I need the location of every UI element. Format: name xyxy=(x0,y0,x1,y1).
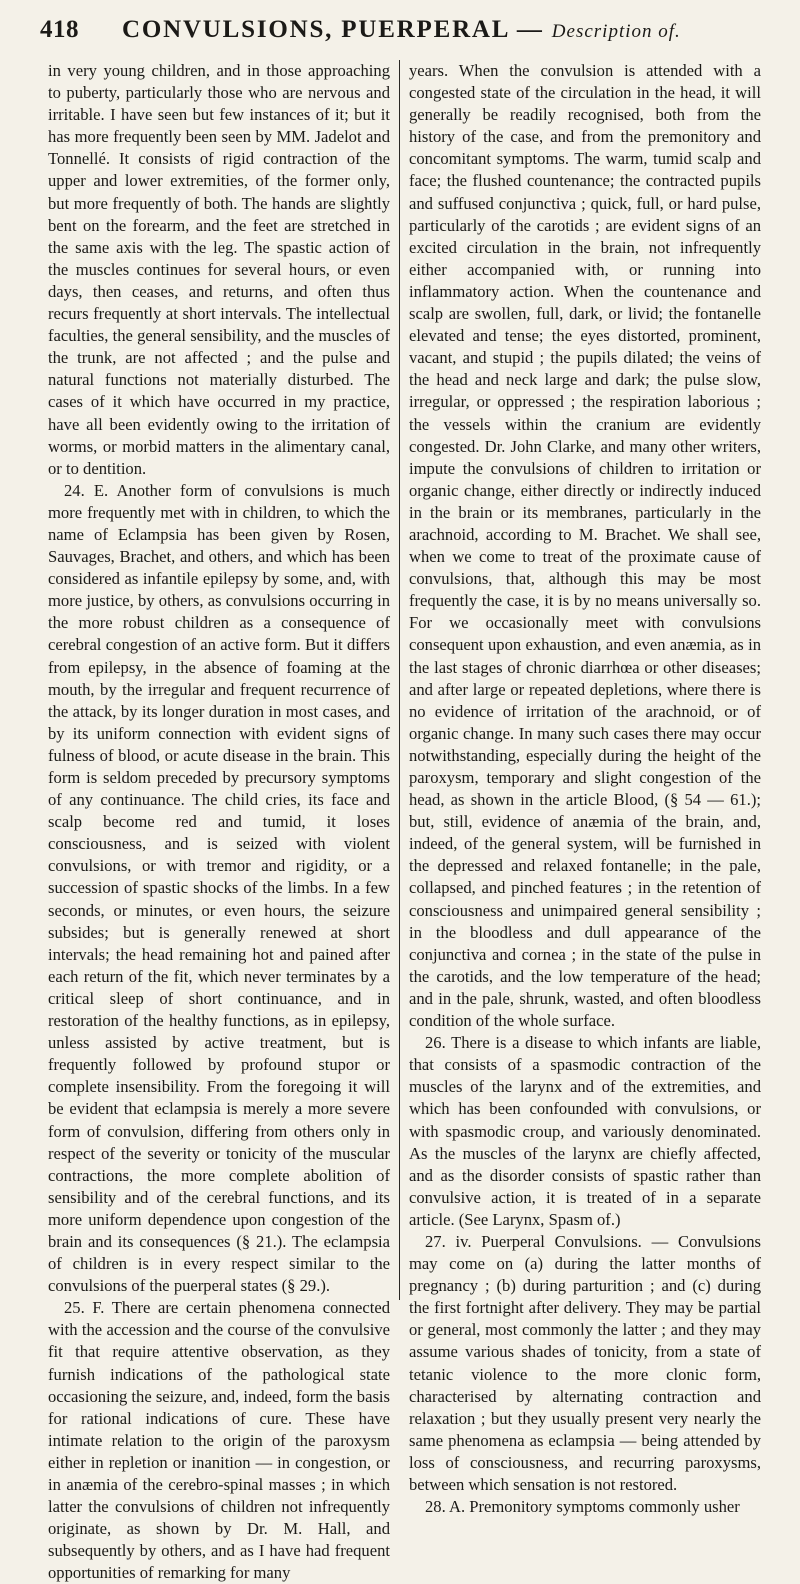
left-column xyxy=(48,60,390,1583)
page-number: 418 xyxy=(40,16,79,43)
paragraph-26: 26. There is a disease to which infants are liable, that consists of a spasmodic contraction of the muscles of the larynx and of the extremities, and which has been confounded with convulsions, or with spasmodic croup, and variously denominated. As the muscles of the larynx are chiefly affected, and as the disorder consists of spastic rather than convulsive action, it is treated of in a separate article. (See Larynx, Spasm of.) xyxy=(409,1033,761,1229)
running-head-subtitle: Description of. xyxy=(551,21,681,42)
page-header xyxy=(40,16,770,48)
paragraph-25: 25. F. There are certain phenomena connected with the accession and the course of the convulsive fit that require attentive observation, as they furnish indications of the pathological state occasioning the seizure, and, indeed, form the basis for rational indications of cure. These have intimate relation to the origin of the paroxysm either in repletion or inanition — in congestion, or in anæmia of the cerebro-spinal masses ; in which latter the convulsions of children not infrequently originate, as shown by Dr. M. Hall, and subsequently by others, and as I have had frequent opportunities of remarking for many xyxy=(48,1298,390,1583)
column-divider xyxy=(399,60,400,1300)
paragraph-25-continued: years. When the convulsion is attended with a congested state of the circulation in the head, it will generally be readily recognised, both from the history of the case, and from the premonitory and concomitant symptoms. The warm, tumid scalp and face; the flushed countenance; the contracted pupils and suffused conjunctiva ; quick, full, or hard pulse, particularly of the carotids ; are evident signs of an excited circulation in the brain, not infrequently either accompanied with, or running into inflammatory action. When the countenance and scalp are swollen, full, dark, or livid; the fontanelle elevated and tense; the eyes distorted, prominent, vacant, and stupid ; the pupils dilated; the veins of the head and neck large and dark; the pulse slow, irregular, or oppressed ; the respiration laborious ; the vessels within the cranium are evidently congested. Dr. John Clarke, and many other writers, impute the convulsions of children to irritation or organic change, either directly or indirectly induced in the brain or its membranes, particularly in the arachnoid, according to M. Brachet. We shall see, when we come to treat of the proximate cause of convulsions, that, although this may be most frequently the case, it is by no means universally so. For we occasionally meet with convulsions consequent upon exhaustion, and even anæmia, as in the last stages of chronic diarrhœa or other diseases; and after large or repeated depletions, where there is no evidence of irritation of the arachnoid, or of organic change. In many such cases there may occur notwithstanding, especially during the height of the paroxysm, temporary and slight congestion of the head, as shown in the article Blood, (§ 54 — 61.); but, still, evidence of anæmia of the brain, and, indeed, of the general system, will be furnished in the depressed and relaxed fontanelle; in the pale, collapsed, and pinched features ; in the retention of consciousness and unimpaired general sensibility ; in the bloodless and dull appearance of the conjunctiva and cornea ; in the state of the pulse in the carotids, and the low temperature of the head; and in the pale, shrunk, wasted, and often bloodless condition of the whole surface. xyxy=(409,61,761,1031)
paragraph-27: 27. iv. Puerperal Convulsions. — Convulsions may come on (a) during the latter months of pregnancy ; (b) during parturition ; and (c) during the first fortnight after delivery. They may be partial or general, most commonly the latter ; and they may assume various shades of tonicity, from a state of tetanic violence to the more clonic form, characterised by alternating contraction and relaxation ; but they usually present very nearly the same phenomena as eclampsia — being attended by loss of consciousness, and recurring paroxysms, between which sensation is not restored. xyxy=(409,1231,761,1494)
paragraph-28: 28. A. Premonitory symptoms commonly usher xyxy=(425,1497,740,1517)
paragraph-24: 24. E. Another form of convulsions is much more frequently met with in children, to which the name of Eclampsia has been given by Rosen, Sauvages, Brachet, and others, and which has been considered as infantile epilepsy by some, and, with more justice, by others, as convulsions occurring in the more robust children as a consequence of cerebral congestion of an active form. But it differs from epilepsy, in the absence of foaming at the mouth, by the irregular and frequent recurrence of the attack, by its longer duration in most cases, and by its uniform connection with evident signs of fulness of blood, or acute disease in the brain. This form is seldom preceded by precursory symptoms of any continuance. The child cries, its face and scalp become red and tumid, it loses consciousness, and is seized with violent convulsions, or with tremor and rigidity, or a succession of spastic shocks of the limbs. In a few seconds, or minutes, or even hours, the seizure subsides; but is generally renewed at short intervals; the head remaining hot and pained after each return of the fit, which never terminates by a critical sleep of short continuance, and in restoration of the healthy functions, as in epilepsy, unless assisted by active treatment, but is frequently followed by profound stupor or complete insensibility. From the foregoing it will be evident that eclampsia is merely a more severe form of convulsion, differing from others only in respect of the severity or tonicity of the muscular contractions, the more complete abolition of sensibility and of the cerebral functions, and its more uniform dependence upon congestion of the brain and its consequences (§ 21.). The eclampsia of children is in every respect similar to the convulsions of the puerperal states (§ 29.). xyxy=(48,480,390,1296)
running-head-title: CONVULSIONS, PUERPERAL — xyxy=(122,16,544,43)
running-head xyxy=(122,16,681,44)
paragraph-continuation: in very young children, and in those approaching to puberty, particularly those who are nervous and irritable. I have seen but few instances of it; but it has more frequently been seen by MM. Jadelot and Tonnellé. It consists of rigid contraction of the upper and lower extremities, of the former only, but more frequently of both. The hands are slightly bent on the forearm, and the feet are stretched in the same axis with the leg. The spastic action of the muscles continues for several hours, or even days, then ceases, and returns, and often thus recurs frequently at short intervals. The intellectual faculties, the general sensibility, and the muscles of the trunk, are not affected ; and the pulse and natural functions not materially disturbed. The cases of it which have occurred in my practice, have all been evidently owing to the irritation of worms, or morbid matters in the alimentary canal, or to dentition. xyxy=(48,61,390,478)
right-column xyxy=(409,60,761,1517)
